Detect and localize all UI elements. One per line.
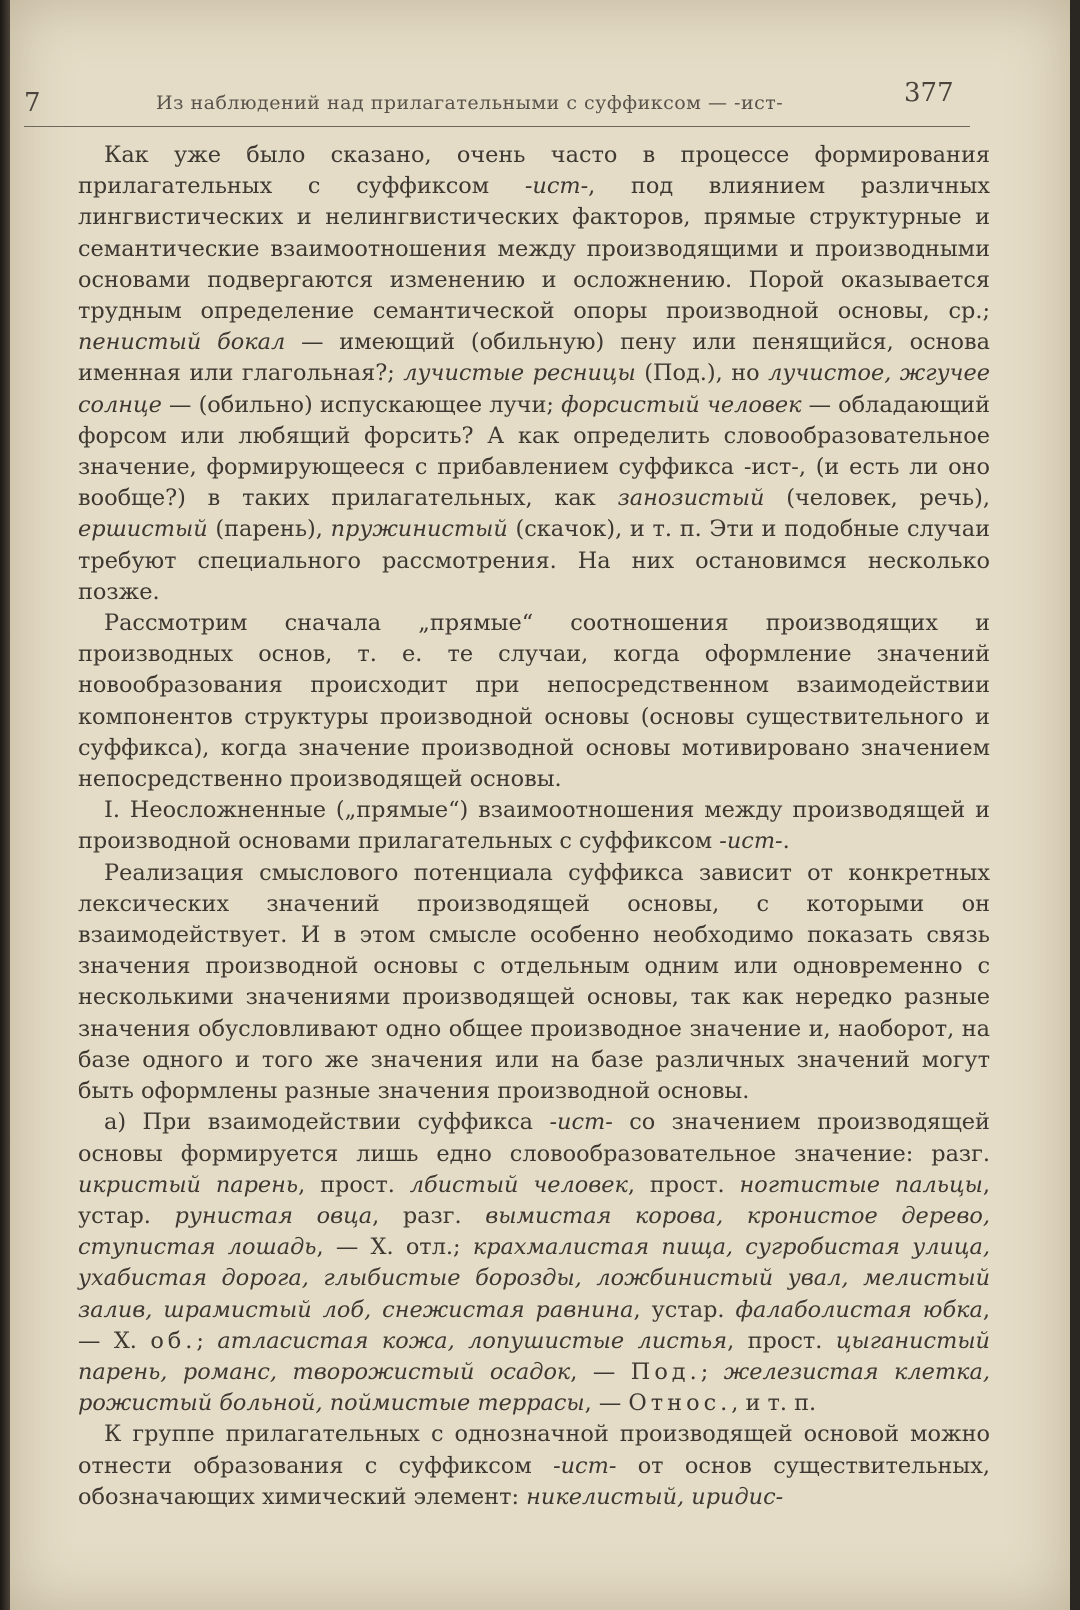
italic-example: вымистая корова, кронистое дерево, ступистая лошадь	[78, 1202, 990, 1261]
text-run: I. Неосложненные („прямые“) взаимоотношения между производящей и производной основами прилагательных с суффиксом	[78, 797, 990, 855]
text-run: — обладающий форсом или любящий форсить? А как определить словообразовательное значение, формирующееся с прибавлением суффикса -ист-, (и есть ли оно вообще?) в таких прилагательных, как	[78, 391, 991, 512]
text-run: , разг.	[372, 1202, 486, 1229]
text-run: (парень),	[207, 516, 331, 543]
text-run: , и т. п.	[731, 1390, 817, 1417]
text-run: К группе прилагательных с однозначной производящей основой можно отнести образования с суффиксом	[78, 1421, 990, 1479]
italic-example: лучистое, жгучее солнце	[78, 360, 990, 418]
italic-example: рунистая овца	[174, 1202, 373, 1229]
italic-example: атласистая кожа, лопушистые листья	[217, 1327, 728, 1354]
text-run: ;	[196, 1327, 218, 1354]
text-run: , — Х.	[78, 1296, 990, 1354]
text-run: от основ существительных, обозначающих химический элемент:	[78, 1452, 990, 1510]
text-run: — имеющий (обильную) пену или пенящийся, основа именная или глагольная?;	[78, 329, 990, 387]
paragraph-3	[78, 795, 990, 857]
text-run: (скачок), и т. п. Эти и подобные случаи требуют специального рассмотрения. На них остановимся несколько позже.	[78, 516, 990, 605]
italic-example: лбистый человек	[409, 1171, 628, 1198]
italic-example: -ист-	[553, 1452, 617, 1479]
text-run: , —	[570, 1358, 631, 1385]
italic-example: -ист-	[549, 1109, 613, 1136]
paragraph-2	[78, 608, 990, 795]
text-run: со значением производящей основы формируется лишь едно словообразовательное значение: разг.	[78, 1109, 990, 1167]
text-run: Как уже было сказано, очень часто в процессе формирования прилагательных с суффиксом	[78, 142, 990, 200]
paragraph-4	[78, 858, 990, 1108]
text-run: (человек, речь),	[764, 485, 990, 512]
text-run: Реализация смыслового потенциала суффикса зависит от конкретных лексических значений производящей основы, с которыми он взаимодействует. И в этом смысле особенно необходимо показать связь значения производной основы с отдельным одним или одновременно с несколькими значениями производящей основы, так как нередко разные значения обусловливают одно общее производное значение и, наоборот, на базе одного и того же значения или на базе различных значений могут быть оформлены разные значения производной основы.	[78, 859, 990, 1105]
previous-page-number-fragment: 7	[24, 88, 41, 118]
italic-example: икристый парень	[78, 1171, 299, 1198]
text-run: , — Х. отл.;	[316, 1234, 473, 1261]
paragraph-1	[78, 140, 990, 608]
italic-example: лучистые ресницы	[403, 360, 636, 387]
paragraph-5	[78, 1107, 990, 1419]
paragraph-6	[78, 1419, 990, 1513]
running-title: Из наблюдений над прилагательными с суффиксом — -ист-	[156, 92, 784, 114]
running-header	[24, 74, 970, 127]
italic-example: фалаболистая юбка	[735, 1296, 983, 1323]
book-spine	[0, 0, 10, 1610]
text-run: , прост.	[727, 1327, 836, 1354]
text-run: , устар.	[78, 1171, 990, 1229]
italic-example: никелистый, иридис-	[526, 1483, 784, 1510]
spaced-source-abbr: Относ.	[628, 1390, 732, 1417]
text-run: .	[782, 828, 790, 855]
italic-example: цыганистый парень, романс, творожистый осадок	[78, 1327, 990, 1385]
text-run: , прост.	[298, 1171, 410, 1198]
text-run: , под влиянием различных лингвистических и нелингвистических факторов, прямые структурные и семантические взаимоотношения между производящими и производными основами подвергаются изменению и осложнению. Порой оказывается трудным определение семантической опоры производной основы, ср.;	[78, 173, 990, 325]
text-run: Рассмотрим сначала „прямые“ соотношения производящих и производных основ, т. е. те случаи, когда оформление значений новообразования происходит при непосредственном взаимодействии компонентов структуры производной основы (основы существительного и суффикса), когда значение производной основы мотивировано значением непосредственно производящей основы.	[78, 610, 990, 793]
text-run: , устар.	[633, 1296, 736, 1323]
book-page	[10, 0, 1070, 1610]
italic-example: занозистый	[617, 485, 765, 512]
text-run: , —	[584, 1390, 629, 1417]
text-run: а) При взаимодействии суффикса	[104, 1109, 550, 1136]
italic-example: крахмалистая пища, сугробистая улица, ухабистая дорога, глыбистые борозды, ложбинистый увал, мелистый залив, шрамистый лоб, снежистая равнина	[78, 1234, 990, 1323]
text-run: , прост.	[627, 1171, 740, 1198]
body-text	[78, 140, 990, 1513]
text-run: — (обильно) испускающее лучи;	[161, 391, 562, 418]
italic-example: -ист-	[719, 828, 783, 855]
spaced-source-abbr: об.	[150, 1327, 197, 1354]
italic-example: пружинистый	[330, 516, 508, 543]
italic-example: пенистый бокал	[78, 329, 286, 356]
page-number: 377	[904, 78, 954, 108]
italic-example: ершистый	[78, 516, 208, 543]
italic-example: форсистый человек	[561, 391, 802, 418]
text-run: ;	[700, 1358, 724, 1385]
italic-example: -ист-	[524, 173, 589, 200]
spaced-source-abbr: Под.	[630, 1358, 701, 1385]
text-run: (Под.), но	[635, 360, 769, 387]
italic-example: железистая клетка, рожистый больной, поймистые террасы	[78, 1358, 990, 1417]
italic-example: ногтистые пальцы	[739, 1171, 983, 1198]
